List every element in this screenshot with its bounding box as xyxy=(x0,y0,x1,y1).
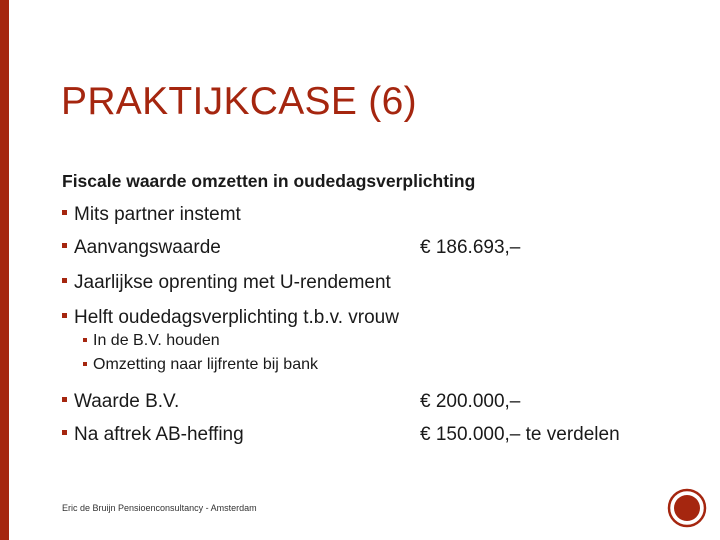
sub-bullet-item xyxy=(83,356,318,374)
bullet-icon xyxy=(62,313,67,318)
bullet-icon xyxy=(62,243,67,248)
value-row-value: € 150.000,– te verdelen xyxy=(420,424,620,445)
sub-bullet-label: Omzetting naar lijfrente bij bank xyxy=(93,356,318,373)
bullet-icon xyxy=(62,210,67,215)
bullet-icon xyxy=(62,430,67,435)
value-row xyxy=(62,424,620,446)
bullet-item xyxy=(62,272,391,294)
bullet-label: Aanvangswaarde xyxy=(74,237,221,258)
sub-bullet-item xyxy=(83,332,220,350)
bullet-label: Mits partner instemt xyxy=(74,204,241,225)
footer-text: Eric de Bruijn Pensioenconsultancy - Amsterdam xyxy=(62,503,257,513)
sub-bullet-icon xyxy=(83,338,87,342)
circular-badge-icon xyxy=(667,488,707,528)
slide-title: PRAKTIJKCASE (6) xyxy=(61,80,417,123)
accent-bar xyxy=(0,0,9,540)
bullet-item xyxy=(62,204,241,226)
sub-bullet-icon xyxy=(83,362,87,366)
bullet-icon xyxy=(62,278,67,283)
bullet-value: € 186.693,– xyxy=(420,237,521,258)
bullet-item xyxy=(62,237,521,259)
bullet-item xyxy=(62,307,399,329)
value-row-label: Na aftrek AB-heffing xyxy=(74,424,244,445)
slide-subtitle: Fiscale waarde omzetten in oudedagsverplichting xyxy=(62,171,476,191)
bullet-icon xyxy=(62,397,67,402)
bullet-label: Helft oudedagsverplichting t.b.v. vrouw xyxy=(74,307,399,328)
sub-bullet-label: In de B.V. houden xyxy=(93,332,220,349)
bullet-label: Jaarlijkse oprenting met U-rendement xyxy=(74,272,391,293)
value-row-value: € 200.000,– xyxy=(420,391,521,412)
value-row-label: Waarde B.V. xyxy=(74,391,180,412)
value-row xyxy=(62,391,521,413)
